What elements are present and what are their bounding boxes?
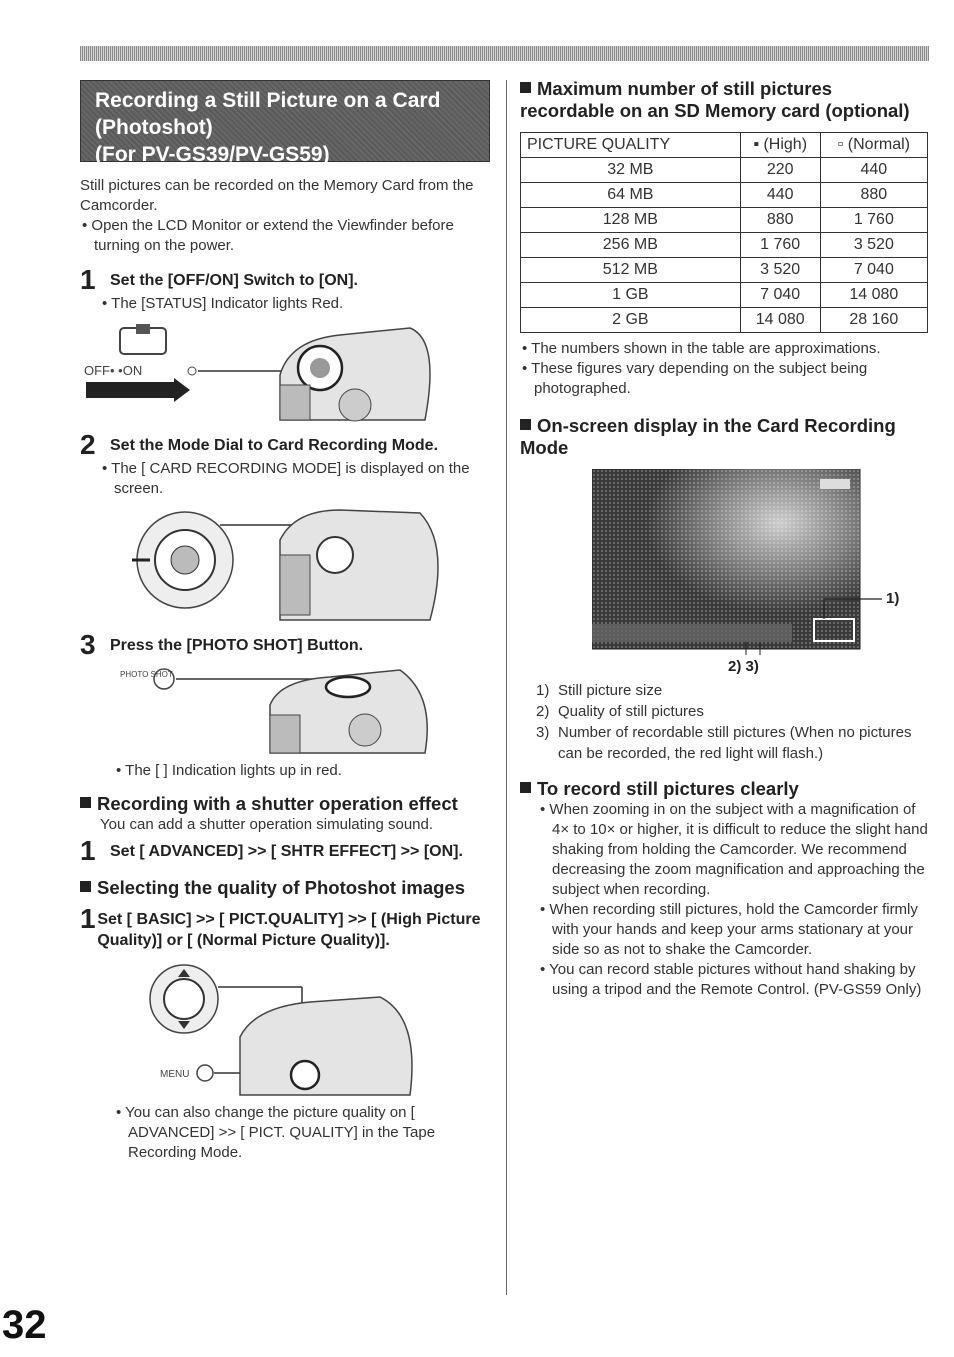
onscreen-item-3: 3) Number of recordable still pictures (When no pictures can be recorded, the red light will flash.)	[536, 724, 912, 762]
step-3-title: Press the [PHOTO SHOT] Button.	[110, 637, 364, 654]
high-quality-icon: ▪	[753, 136, 764, 153]
table-cell: 14 080	[740, 308, 820, 333]
intro-text: Still pictures can be recorded on the Memory Card from the Camcorder.	[80, 177, 474, 214]
capacity-table	[520, 132, 928, 333]
title-line-2: (Photoshot)	[95, 116, 213, 139]
callout-2-3: 2) 3)	[728, 658, 759, 674]
photo-shot-illustration	[80, 665, 490, 755]
shutter-text: You can add a shutter operation simulating sound.	[100, 816, 434, 833]
mode-dial-illustration	[80, 505, 490, 625]
table-cell: 3 520	[820, 233, 927, 258]
quality-step	[80, 905, 490, 951]
step-1	[80, 266, 490, 294]
screen-display-image	[592, 469, 930, 674]
table-row	[521, 258, 928, 283]
step-3-number: 3	[80, 629, 96, 660]
quality-heading: Selecting the quality of Photoshot images	[80, 877, 490, 899]
normal-quality-icon: ▫	[837, 136, 848, 153]
intro-bullet: • Open the LCD Monitor or extend the Viewfinder before turning on the power.	[82, 217, 454, 254]
step-2-number: 2	[80, 429, 96, 460]
table-cell: 880	[820, 183, 927, 208]
table-cell: 2 GB	[521, 308, 741, 333]
table-row	[521, 308, 928, 333]
step-2-note: • The [ CARD RECORDING MODE] is displayed on the screen.	[102, 460, 470, 497]
step-1-title: Set the [OFF/ON] Switch to [ON].	[110, 272, 358, 289]
right-column	[520, 78, 930, 1000]
table-row	[521, 158, 928, 183]
clearly-bullet-3: • You can record stable pictures without hand shaking by using a tripod and the Remote Control. (PV-GS59 Only)	[540, 961, 922, 998]
onscreen-heading: On-screen display in the Card Recording Mode	[520, 415, 896, 458]
power-switch-illustration	[80, 320, 490, 425]
table-cell: 1 760	[740, 233, 820, 258]
table-note-1: • The numbers shown in the table are approximations.	[522, 340, 881, 357]
step-2	[80, 431, 490, 459]
table-header-high: ▪ (High)	[740, 133, 820, 158]
onscreen-item-2: 2) Quality of still pictures	[536, 703, 704, 720]
table-cell: 28 160	[820, 308, 927, 333]
quality-step-number: 1	[80, 903, 96, 934]
menu-joystick-illustration	[80, 957, 490, 1097]
table-cell: 3 520	[740, 258, 820, 283]
table-cell: 32 MB	[521, 158, 741, 183]
menu-button-icon	[197, 1065, 213, 1081]
max-heading: Maximum number of still pictures recordable on an SD Memory card (optional)	[520, 78, 910, 121]
table-cell: 7 040	[740, 283, 820, 308]
step-2-title: Set the Mode Dial to Card Recording Mode.	[110, 437, 439, 454]
step-1-number: 1	[80, 264, 96, 295]
clearly-heading: To record still pictures clearly	[520, 778, 930, 800]
quality-note: • You can also change the picture quality on [ ADVANCED] >> [ PICT. QUALITY] in the Tape Recording Mode.	[116, 1104, 436, 1161]
table-cell: 440	[820, 158, 927, 183]
table-cell: 14 080	[820, 283, 927, 308]
callout-1: 1)	[886, 590, 900, 607]
table-header-normal: ▫ (Normal)	[820, 133, 927, 158]
shutter-step-text: Set [ ADVANCED] >> [ SHTR EFFECT] >> [ON].	[110, 843, 463, 860]
shutter-heading: Recording with a shutter operation effect	[80, 793, 490, 815]
clearly-bullet-1: • When zooming in on the subject with a magnification of 4× to 10× or higher, it is difficult to reduce the slight hand shaking from holding the Camcorder. We recommend decreasing the zoom magnification and approaching the subject when recording.	[540, 801, 928, 898]
table-cell: 64 MB	[521, 183, 741, 208]
title-line-1: Recording a Still Picture on a Card	[95, 89, 441, 112]
step-3-note: • The [ ] Indication lights up in red.	[116, 762, 342, 779]
table-cell: 440	[740, 183, 820, 208]
table-cell: 256 MB	[521, 233, 741, 258]
shutter-step-number: 1	[80, 835, 96, 866]
step-1-note: • The [STATUS] Indicator lights Red.	[102, 295, 344, 312]
left-column	[80, 80, 490, 1163]
table-row	[521, 183, 928, 208]
column-divider	[506, 80, 507, 1295]
table-cell: 1 760	[820, 208, 927, 233]
onscreen-item-1: 1) Still picture size	[536, 682, 663, 699]
title-line-3: (For PV-GS39/PV-GS59)	[95, 143, 330, 166]
table-note-2: • These figures vary depending on the subject being photographed.	[522, 360, 868, 397]
table-cell: 880	[740, 208, 820, 233]
table-cell: 128 MB	[521, 208, 741, 233]
switch-label: OFF• •ON	[84, 363, 143, 378]
table-cell: 220	[740, 158, 820, 183]
table-header-quality: PICTURE QUALITY	[521, 133, 741, 158]
table-row	[521, 283, 928, 308]
step-3	[80, 631, 490, 659]
arrow-right-icon	[86, 378, 190, 402]
menu-label: MENU	[160, 1069, 190, 1080]
page-title-box	[80, 80, 490, 166]
card-icon	[820, 479, 850, 489]
table-cell: 7 040	[820, 258, 927, 283]
table-row	[521, 208, 928, 233]
table-cell: 1 GB	[521, 283, 741, 308]
clearly-bullet-2: • When recording still pictures, hold the Camcorder firmly with your hands and keep your arms stationary at your side so as not to shake the Camcorder.	[540, 901, 918, 958]
quality-step-text: Set [ BASIC] >> [ PICT.QUALITY] >> [ (High Picture Quality)] or [ (Normal Picture Quality)].	[97, 911, 481, 949]
top-decorative-bar	[80, 46, 929, 61]
page-number: 32	[2, 1303, 47, 1347]
shutter-step	[80, 837, 490, 865]
table-cell: 512 MB	[521, 258, 741, 283]
table-row	[521, 233, 928, 258]
photo-shot-label: PHOTO SHOT	[120, 670, 173, 679]
